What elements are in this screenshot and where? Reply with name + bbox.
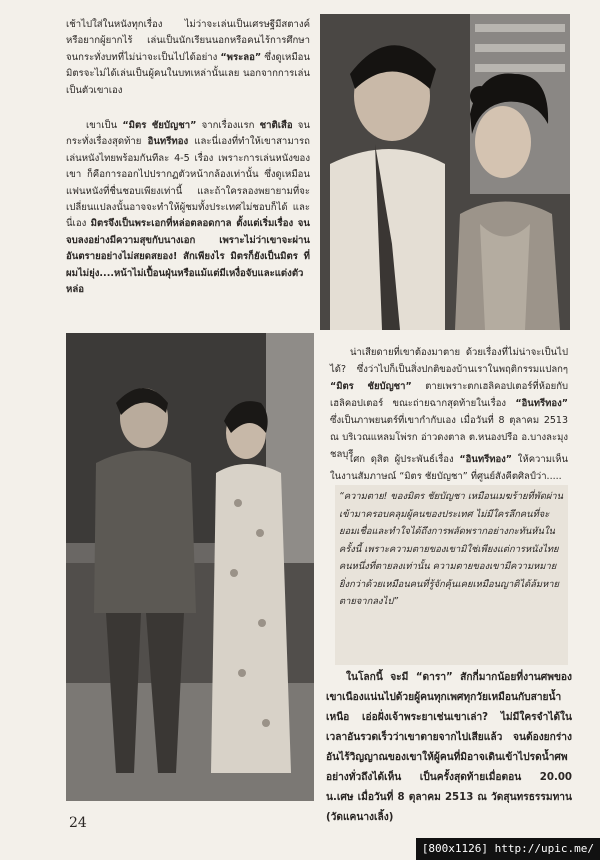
article-paragraph-1: เช้าไปใส่ในหนังทุกเรื่อง ไม่ว่าจะเล่นเป็นเศรษฐีมีสตางค์ หรือยากผู้ยากไร้ เล่นเป็นนักเรียนนอกหรือคนไร้การศึกษา จนกระทั่งบทที่ไม่น่าจะเป็นไปได้อย่าง “พระลอ” ซึ่งดูเหมือนมิตรจะไม่ได้เล่นเป็นผู้คนในบทเหล่านั้นเลย นอกจากการเล่นเป็นตัวเขาเอง <box>66 19 310 96</box>
article-paragraph-2: เขาเป็น “มิตร ชัยบัญชา” จากเรื่องแรก ชาติเสือ จนกระทั่งเรื่องสุดท้าย อินทรีทอง และนี่เองที่ทำให้เขาสามารถเล่นหนังไทยพร้อมกันทีละ 4-5 เรื่อง เพราะการเล่นหนังของเขา ก็คือการออกไปปรากฏตัวหน้ากล้องเท่านั้น ซึ่งดูเหมือนแฟนหนังที่ชื่นชอบเพียงเท่านี้ และถ้าใครลองพยายามที่จะ เปลี่ยนแปลงนั้นอาจจะทำให้ผู้ชมทั้งประเทศไม่ชอบก็ได้ และนี่เอง มิตรจึงเป็นพระเอกที่หล่อตลอดกาล ตั้งแต่เริ่มเรื่อง จนจบลงอย่างมีความสุขกับนางเอก เพราะไม่ว่าเขาจะผ่านอันตรายอย่างไม่สยดสยอง! สักเพียงไร มิตรก็ยังเป็นมิตร ที่ผมไม่ยุ่ง....หน้าไม่เปื้อนฝุ่นหรือแม้แต่มีเหงื่อจับและแต่งตัวหล่อ <box>66 120 310 296</box>
article-paragraph-3: น่าเสียดายที่เขาต้องมาตาย ด้วยเรื่องที่ไม่น่าจะเป็นไปได้? ซึ่งว่าไปก็เป็นสิ่งปกติของบ้านเราในพฤติกรรมแปลกๆ “มิตร ชัยบัญชา” ตายเพราะตกเฮลิคอปเตอร์ที่ห้อยกับ เฮลิคอปเตอร์ ขณะถ่ายฉากสุดท้ายในเรื่อง “อินทรีทอง” ซึ่งเป็นภาพยนตร์ที่เขากำกับเอง เมื่อวันที่ 8 ตุลาคม 2513 ณ บริเวณแหลมโพ่รก อ่าวดงตาล ต.หนองปรือ อ.บางละมุง ชลบุรี <box>330 347 568 460</box>
photo-scene <box>66 333 314 801</box>
watermark: [800x1126] http://upic.me/ <box>416 838 600 860</box>
quote-box: “ความตาย! ของมิตร ชัยบัญชา เหมือนเมฆร้ายที่พัดผ่านเข้ามาครอบคลุมผู้คนของประเทศ ไม่มีใครลึกคนที่จะยอมเชื่อและทำใจได้ถึงการพลัดพรากอย่างกะทันหันในครั้งนี้ เพราะความตายของเขามิใช่เพียงแต่การหนังไทย คนหนึ่งที่ตายลงเท่านั้น ความตายของเขามีความหมายยิ่งกว่าด้วยเหมือนคนที่รู้จักคุ้นเคยเหมือนญาติได้ล้มหายตายจากลงไป” <box>335 485 568 665</box>
article-paragraph-5: ในโลกนี้ จะมี “ดารา” สักกี่มากน้อยที่งานศพของเขาเนืองแน่นไปด้วยผู้คนทุกเพศทุกวัยเหมือนกับสายน้ำเหนือ เอ่อฝั่งเจ้าพระยาเช่นเขาเล่า? ไม่มีใครจำได้ในเวลาอันรวดเร็วว่าเขาตายจากไปเสียแล้ว จนต้องยกร่างอันไร้วิญญาณของเขาให้ผู้คนที่มิอาจเดินเข้าไปรดน้ำศพอย่างทั่วถึงได้เห็น เป็นครั้งสุดท้ายเมื่อตอน 20.00 น.เศษ เมื่อวันที่ 8 ตุลาคม 2513 ณ วัดสุนทรธรรมทาน (วัดแคนางเลิ้ง) <box>326 672 572 823</box>
article-paragraph-4: เศก ดุสิต ผู้ประพันธ์เรื่อง “อินทรีทอง” ให้ความเห็นในงานสัมภาษณ์ “มิตร ชัยบัญชา” ที่ศูนย์สังคีตศิลป์ว่า..... <box>330 454 568 482</box>
photo-couple <box>320 14 570 330</box>
page-number: 24 <box>69 815 87 831</box>
